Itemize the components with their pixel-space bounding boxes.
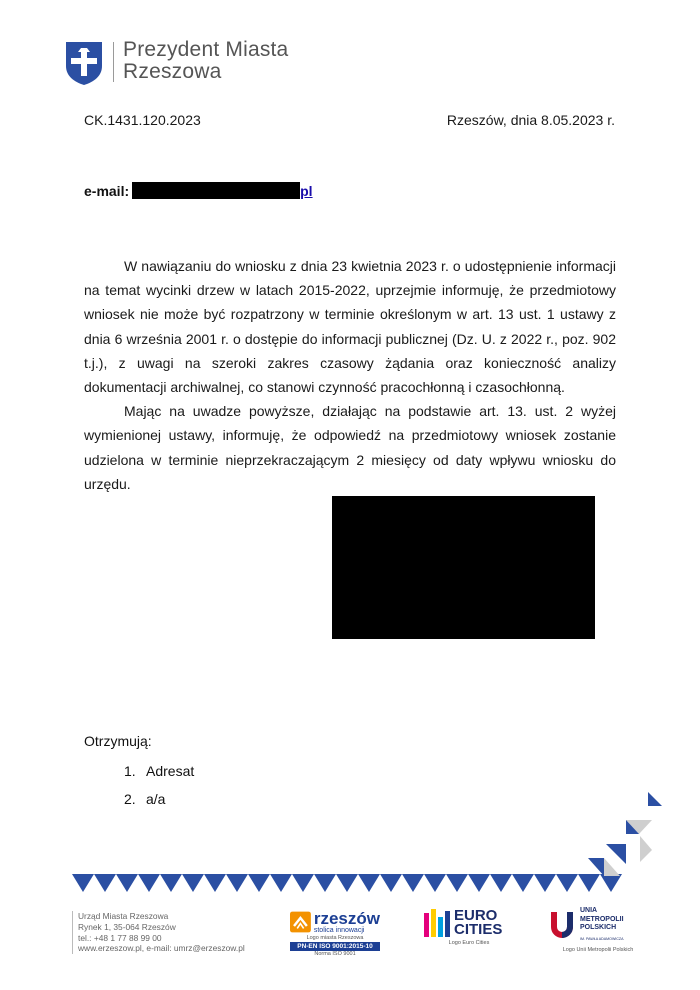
triangle-mark (606, 844, 626, 864)
triangle-mark (578, 874, 600, 892)
triangle-mark (648, 792, 662, 806)
triangle-mark (424, 874, 446, 892)
email-link[interactable]: pl (300, 183, 313, 199)
address-line: tel.: +48 1 77 88 99 00 (78, 932, 162, 943)
ump-u-icon (548, 910, 576, 940)
triangle-mark (116, 874, 138, 892)
triangle-mark (534, 874, 556, 892)
place-and-date: Rzeszów, dnia 8.05.2023 r. (446, 112, 615, 128)
triangle-mark (160, 874, 182, 892)
case-number: CK.1431.120.2023 (84, 112, 201, 128)
email-redaction (132, 182, 300, 199)
rzeszow-logo-tagline: stolica innowacji (313, 926, 365, 934)
logo-line-2: Rzeszowa (123, 60, 222, 83)
triangle-mark (182, 874, 204, 892)
triangle-cluster (588, 792, 662, 876)
triangle-mark (358, 874, 380, 892)
triangle-mark (336, 874, 358, 892)
triangle-mark (380, 874, 402, 892)
iso-caption: Norma ISO 9001 (314, 951, 356, 957)
recipients-label: Otrzymują: (84, 733, 152, 749)
triangle-mark (446, 874, 468, 892)
eurocities-line-1: EURO (454, 907, 498, 924)
recipient-name: a/a (146, 791, 166, 807)
ump-line-2: METROPOLII (580, 915, 624, 923)
signature-redaction (332, 496, 595, 639)
triangle-mark (292, 874, 314, 892)
eurocities-bars-icon (424, 909, 450, 937)
logo-divider (113, 42, 114, 82)
recipient-number: 1. (124, 763, 136, 779)
ump-subline: IM. PAWŁA ADAMOWICZA (580, 936, 624, 941)
eurocities-caption: Logo Euro Cities (448, 940, 490, 946)
body-paragraph-2: Mając na uwadze powyższe, działając na podstawie art. 13. ust. 2 wyżej wymienionej ustawy, informuję, że odpowiedź na przedmiotowy wniosek zostanie udzielona w terminie nieprzekraczającym 2 miesięcy od daty wpływu wniosku do urzędu. (84, 403, 616, 492)
address-line: Rynek 1, 35-064 Rzeszów (78, 921, 176, 932)
rzeszow-logo-caption: Logo miasta Rzeszowa (306, 935, 364, 941)
triangle-mark (600, 874, 622, 892)
triangle-mark (94, 874, 116, 892)
footer-address (72, 911, 245, 954)
ump-line-1: UNIA (580, 907, 598, 914)
address-line: www.erzeszow.pl, e-mail: umrz@erzeszow.pl (78, 943, 245, 954)
triangle-row (72, 874, 622, 892)
triangle-mark (402, 874, 424, 892)
iso-badge: PN-EN ISO 9001:2015-10 (290, 942, 380, 951)
triangle-mark (204, 874, 226, 892)
triangle-mark (248, 874, 270, 892)
email-label: e-mail: (84, 183, 130, 199)
union-of-polish-metropolises-logo (548, 907, 648, 953)
letter-body (84, 254, 616, 496)
rzeszow-arrows-icon (290, 909, 311, 935)
ump-line-3: POLSKICH (580, 924, 617, 931)
triangle-mark (490, 874, 512, 892)
triangle-mark (556, 874, 578, 892)
triangle-mark (468, 874, 490, 892)
ump-caption: Logo Unii Metropolii Polskich (562, 947, 634, 953)
triangle-mark (270, 874, 292, 892)
logo-line-1: Prezydent Miasta (123, 38, 289, 61)
triangle-mark (226, 874, 248, 892)
eurocities-line-2: CITIES (454, 921, 503, 938)
triangle-mark (512, 874, 534, 892)
recipient-name: Adresat (146, 763, 195, 779)
triangle-mark (138, 874, 160, 892)
rzeszow-logo-word: rzeszów (313, 908, 380, 928)
decorative-triangle-band (0, 780, 700, 895)
email-line (84, 182, 313, 199)
city-emblem-icon (64, 40, 104, 86)
triangle-mark (604, 858, 620, 876)
triangle-mark (640, 836, 652, 862)
triangle-mark (72, 874, 94, 892)
recipient-number: 2. (124, 791, 136, 807)
eurocities-logo (424, 909, 514, 946)
issuer-logo-text (123, 39, 288, 83)
triangle-mark (314, 874, 336, 892)
rzeszow-city-logo (290, 909, 380, 957)
address-line: Urząd Miasta Rzeszowa (78, 911, 169, 921)
body-paragraph-1: W nawiązaniu do wniosku z dnia 23 kwietnia 2023 r. o udostępnienie informacji na temat wycinki drzew w latach 2015-2022, uprzejmie informuję, że przedmiotowy wniosek nie może być rozpatrzony w terminie określonym w art. 13 ust. 1 ustawy z dnia 6 września 2001 r. o dostępie do informacji publicznej (Dz. U. z 2022 r., poz. 902 t.j.), z uwagi na szeroki zakres czasowy żądania oraz konieczność analizy dokumentacji archiwalnej, co stanowi czynność pracochłonną i czasochłonną. (84, 258, 616, 396)
triangle-mark (588, 858, 604, 876)
